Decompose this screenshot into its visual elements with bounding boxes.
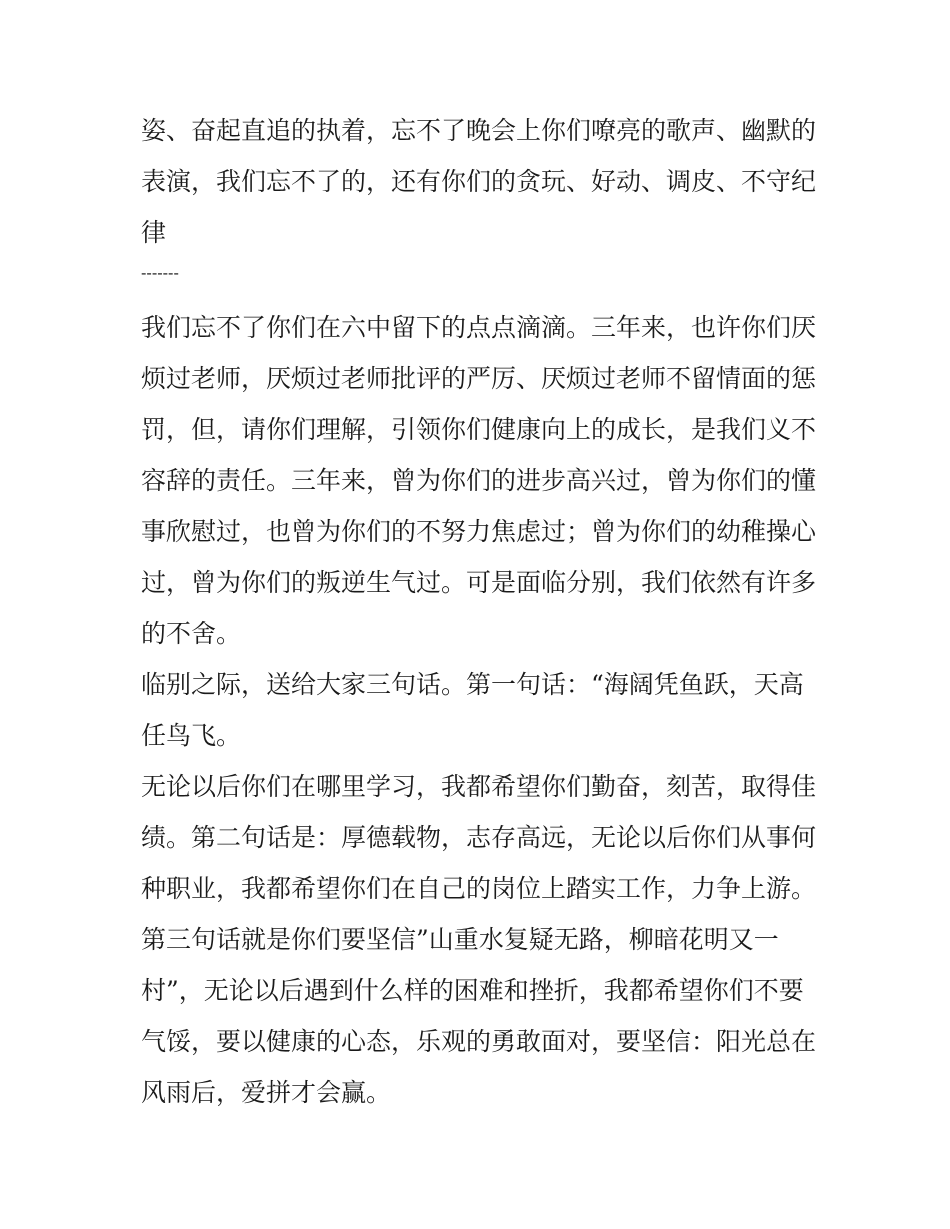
text-line: 风雨后，爱拼才会赢。 bbox=[141, 1078, 392, 1107]
body-text bbox=[141, 105, 821, 1118]
text-line: 表演，我们忘不了的，还有你们的贪玩、好动、调皮、不守纪 bbox=[141, 167, 817, 196]
text-line: 绩。第二句话是：厚德载物，志存高远，无论以后你们从事何 bbox=[141, 823, 817, 852]
text-line: 容辞的责任。三年来，曾为你们的进步高兴过，曾为你们的懂 bbox=[141, 466, 817, 495]
text-line: 事欣慰过，也曾为你们的不努力焦虑过；曾为你们的幼稚操心 bbox=[141, 517, 817, 546]
text-line: 姿、奋起直追的执着，忘不了晚会上你们嘹亮的歌声、幽默的 bbox=[141, 116, 817, 145]
text-line: 律 bbox=[141, 218, 167, 247]
text-line: 任鸟飞。 bbox=[141, 721, 242, 750]
text-line: 气馁，要以健康的心态，乐观的勇敢面对，要坚信：阳光总在 bbox=[141, 1027, 817, 1056]
text-line: 罚，但，请你们理解，引领你们健康向上的成长，是我们义不 bbox=[141, 415, 817, 444]
text-line: 的不舍。 bbox=[141, 619, 242, 648]
separator-line: ------- bbox=[141, 263, 179, 282]
text-line: 过，曾为你们的叛逆生气过。可是面临分别，我们依然有许多 bbox=[141, 568, 817, 597]
text-line: 种职业，我都希望你们在自己的岗位上踏实工作，力争上游。 bbox=[141, 874, 817, 903]
text-line: 临别之际，送给大家三句话。第一句话：“海阔凭鱼跃，天高 bbox=[141, 670, 804, 699]
text-line: 无论以后你们在哪里学习，我都希望你们勤奋，刻苦，取得佳 bbox=[141, 772, 817, 801]
text-line: 村”，无论以后遇到什么样的困难和挫折，我都希望你们不要 bbox=[141, 976, 804, 1005]
text-line: 我们忘不了你们在六中留下的点点滴滴。三年来，也许你们厌 bbox=[141, 313, 817, 342]
text-line: 第三句话就是你们要坚信”山重水复疑无路，柳暗花明又一 bbox=[141, 925, 779, 954]
text-line: 烦过老师，厌烦过老师批评的严厉、厌烦过老师不留情面的惩 bbox=[141, 364, 817, 393]
